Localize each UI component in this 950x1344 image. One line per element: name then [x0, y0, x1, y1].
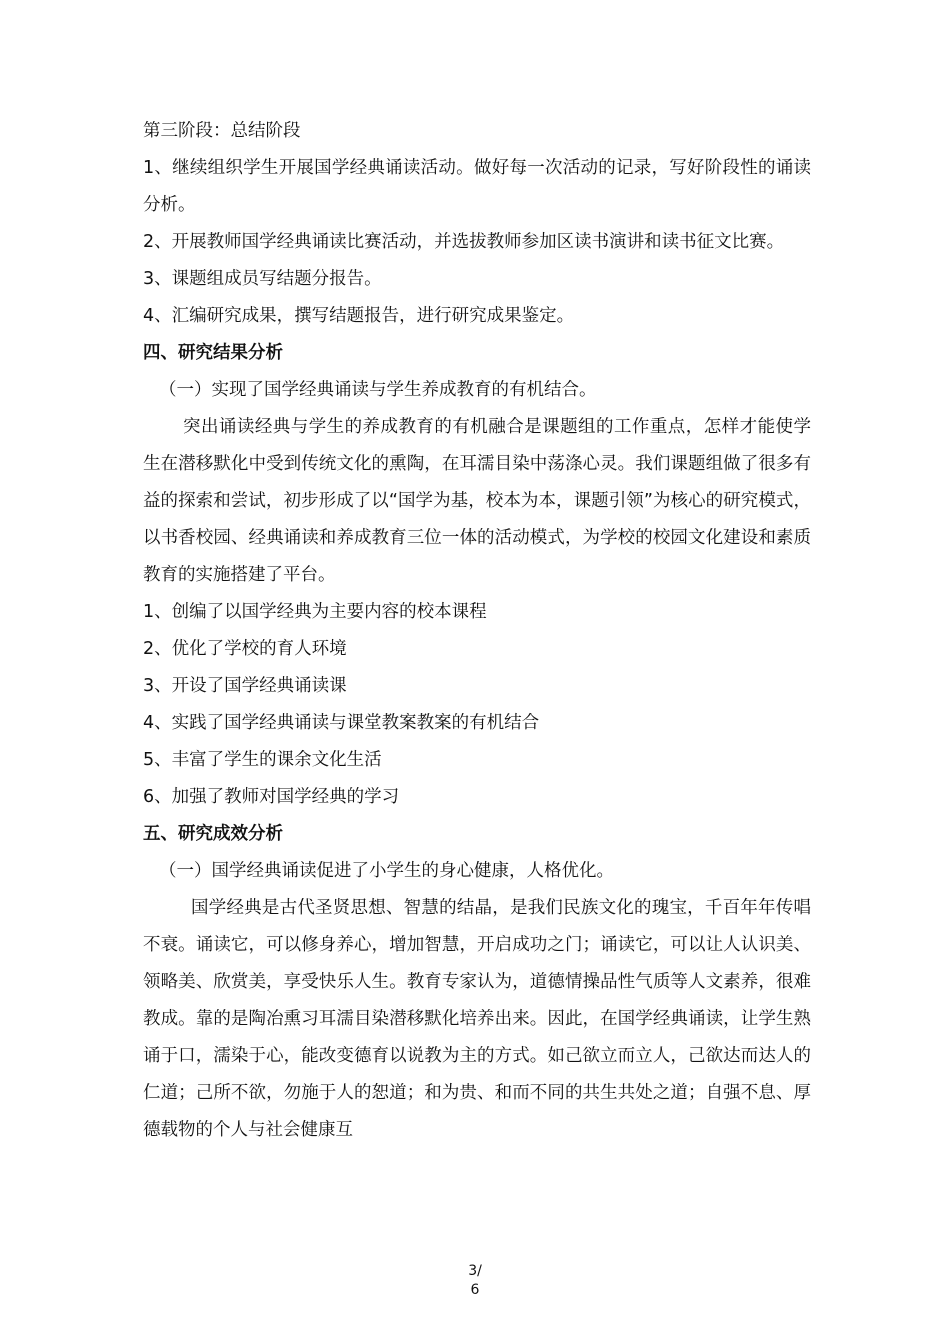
list-item: 4、实践了国学经典诵读与课堂教案教案的有机结合 [143, 713, 540, 733]
list-item: 1、创编了以国学经典为主要内容的校本课程 [143, 602, 487, 622]
section-5-subheading: （一）国学经典诵读促进了小学生的身心健康，人格优化。 [159, 861, 614, 881]
stage3-item-1: 1、继续组织学生开展国学经典诵读活动。做好每一次活动的记录，写好阶段性的诵读分析。 [143, 158, 811, 215]
section-4-subheading: （一）实现了国学经典诵读与学生养成教育的有机结合。 [159, 380, 597, 400]
page-number-current: 3/ [468, 1263, 482, 1279]
page-number [0, 1262, 950, 1300]
list-item: 5、丰富了学生的课余文化生活 [143, 750, 382, 770]
stage3-item-4: 4、汇编研究成果，撰写结题报告，进行研究成果鉴定。 [143, 306, 575, 326]
list-item: 6、加强了教师对国学经典的学习 [143, 787, 400, 807]
stage3-title: 第三阶段：总结阶段 [143, 121, 301, 141]
list-item: 2、优化了学校的育人环境 [143, 639, 347, 659]
section-4-paragraph: 突出诵读经典与学生的养成教育的有机融合是课题组的工作重点，怎样才能使学生在潜移默化中受到传统文化的熏陶，在耳濡目染中荡涤心灵。我们课题组做了很多有益的探索和尝试，初步形成了以“国学为基，校本为本，课题引领”为核心的研究模式，以书香校园、经典诵读和养成教育三位一体的活动模式，为学校的校园文化建设和素质教育的实施搭建了平台。 [143, 417, 811, 585]
stage3-item-3: 3、课题组成员写结题分报告。 [143, 269, 382, 289]
document-body [143, 113, 811, 1149]
section-4-heading: 四、研究结果分析 [143, 343, 283, 363]
section-5-paragraph: 国学经典是古代圣贤思想、智慧的结晶，是我们民族文化的瑰宝，千百年年传唱不衰。诵读它，可以修身养心，增加智慧，开启成功之门；诵读它，可以让人认识美、领略美、欣赏美，享受快乐人生。教育专家认为，道德情操品性气质等人文素养，很难教成。靠的是陶冶熏习耳濡目染潜移默化培养出来。因此，在国学经典诵读，让学生熟诵于口，濡染于心，能改变德育以说教为主的方式。如己欲立而立人，己欲达而达人的仁道；己所不欲，勿施于人的恕道；和为贵、和而不同的共生共处之道；自强不息、厚德载物的个人与社会健康互 [143, 898, 811, 1140]
page-number-total: 6 [470, 1282, 480, 1298]
list-item: 3、开设了国学经典诵读课 [143, 676, 347, 696]
section-5-heading: 五、研究成效分析 [143, 824, 283, 844]
stage3-item-2: 2、开展教师国学经典诵读比赛活动，并选拔教师参加区读书演讲和读书征文比赛。 [143, 232, 785, 252]
